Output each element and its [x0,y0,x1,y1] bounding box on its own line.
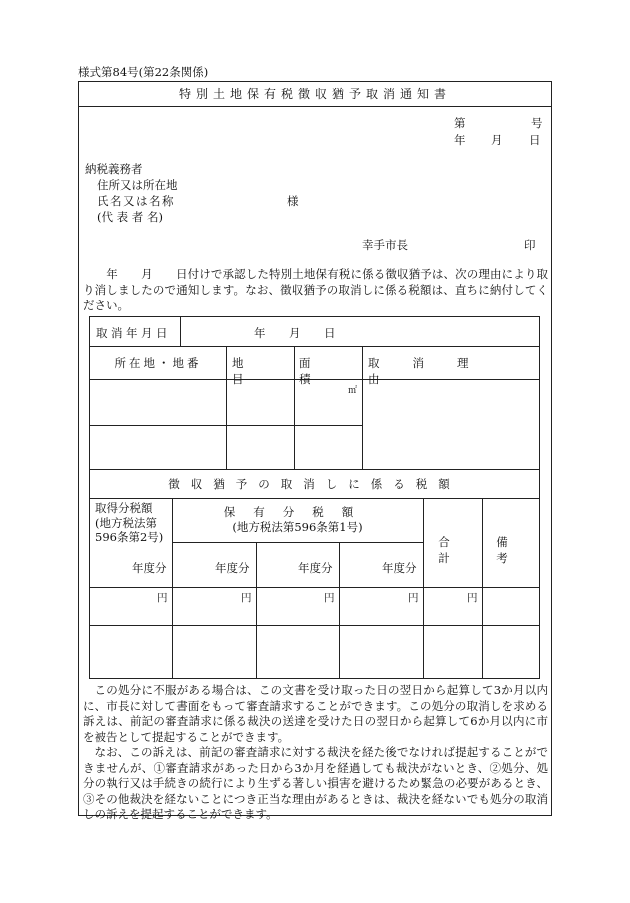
cancel-date-month: 月 [289,326,301,340]
notice-form-frame [78,81,552,821]
acquisition-tax-header: 取得分税額 (地方税法第 596条第2号) [95,501,164,544]
number-suffix: 号 [531,116,543,130]
yen-unit-1: 円 [157,592,168,604]
cancel-date-label: 取消年月日 [96,326,171,340]
header-location: 所在地・地番 [114,356,202,370]
cancel-date-day: 日 [324,326,336,340]
header-land-category: 地目 [232,356,282,386]
taxpayer-heading: 納税義務者 [85,162,143,176]
total-header: 合計 [438,535,470,565]
fiscal-year-label-3: 年度分 [298,561,333,575]
honorific-sama: 様 [287,194,299,208]
yen-unit-total: 円 [467,592,478,604]
fiscal-year-label-4: 年度分 [382,561,417,575]
remarks-header: 備考 [496,535,530,565]
representative-label: (代 表 者 名) [97,210,163,224]
notice-body-text: 年 月 日付けで承認した特別土地保有税に係る徴収猶予は、次の理由により取り消しましたので通知します。なお、徴収猶予の取消しに係る税額は、直ちに納付してください。 [83,267,548,312]
yen-unit-3: 円 [324,592,335,604]
tax-section-title: 徴収猶予の取消しに係る税額 [168,477,461,491]
fiscal-year-label-2: 年度分 [215,561,250,575]
cancel-date-year: 年 [254,326,266,340]
document-title: 特別土地保有税徴収猶予取消通知書 [79,82,551,107]
yen-unit-2: 円 [241,592,252,604]
appeal-notice-paragraph-2: なお、この訴えは、前記の審査請求に対する裁決を経た後でなければ提起することができませんが、①審査請求があった日から3か月を経過しても裁決がないとき、②処分、処分の執行又は手続きの続行により生ずる著しい損害を避けるため緊急の必要があるとき、③その他裁決を経ないことにつき正当な理由があるときは、裁決を経ないでも処分の取消しの訴えを提起することができます。 [83,745,548,821]
seal-mark: 印 [524,238,536,252]
address-label: 住所又は所在地 [97,178,178,192]
header-cancel-reason: 取消理由 [368,356,502,386]
holding-tax-header: 保有分税額 (地方税法第596条第1号) [223,505,372,534]
cancellation-table [89,316,540,679]
yen-unit-4: 円 [408,592,419,604]
fiscal-year-label-1: 年度分 [132,561,167,575]
header-area: 面積 [299,356,345,386]
date-day: 日 [529,133,541,147]
number-prefix: 第 [454,116,466,130]
name-label: 氏名又は名称 [97,194,175,208]
area-unit: ㎡ [348,386,358,396]
date-year: 年 [454,133,466,147]
date-month: 月 [491,133,503,147]
form-number-label: 様式第84号(第22条関係) [78,65,209,79]
issuer-name: 幸手市長 [362,238,408,252]
appeal-notice-paragraph-1: この処分に不服がある場合は、この文書を受け取った日の翌日から起算して3か月以内に、市長に対して書面をもって審査請求することができます。この処分の取消しを求める訴えは、前記の審査請求に係る裁決の送達を受けた日の翌日から起算して6か月以内に市を被告として提起することができます。 [83,683,548,744]
